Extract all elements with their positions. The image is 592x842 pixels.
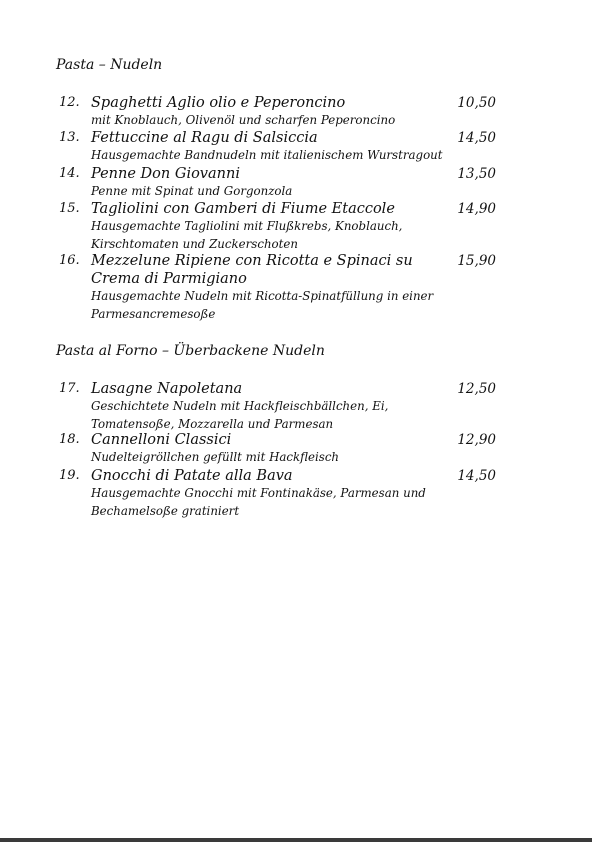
menu-item-12	[56, 94, 496, 130]
item-number: 12.	[59, 95, 80, 110]
section-title-pasta-al-forno: Pasta al Forno – Überbackene Nudeln	[56, 343, 325, 359]
item-price: 14,90	[457, 201, 496, 217]
item-description: Penne mit Spinat und Gorgonzola	[91, 184, 293, 198]
menu-item-13	[56, 129, 496, 165]
item-price: 12,90	[457, 432, 496, 448]
menu-item-14	[56, 165, 496, 201]
menu-item-17	[56, 380, 496, 433]
item-price: 14,50	[457, 130, 496, 146]
item-name: Fettuccine al Ragu di Salsiccia	[91, 130, 318, 146]
item-name: Lasagne Napoletana	[91, 381, 243, 397]
item-number: 15.	[59, 201, 80, 216]
item-description: Hausgemachte Tagliolini mit Flußkrebs, Knoblauch, Kirschtomaten und Zuckerschoten	[91, 219, 403, 251]
menu-item-15	[56, 200, 496, 253]
item-number: 14.	[59, 166, 80, 181]
item-number: 17.	[59, 381, 80, 396]
item-description: Hausgemachte Bandnudeln mit italienischem Wurstragout	[91, 148, 443, 162]
item-name: Spaghetti Aglio olio e Peperoncino	[91, 95, 346, 111]
item-name: Mezzelune Ripiene con Ricotta e Spinaci su Crema di Parmigiano	[91, 253, 413, 287]
item-description: Geschichtete Nudeln mit Hackfleischbällchen, Ei, Tomatensoße, Mozzarella und Parmesan	[91, 399, 389, 431]
item-price: 13,50	[457, 166, 496, 182]
item-description: Nudelteigröllchen gefüllt mit Hackfleisch	[91, 450, 340, 464]
item-number: 16.	[59, 253, 80, 268]
item-name: Tagliolini con Gamberi di Fiume Etaccole	[91, 201, 395, 217]
item-description: Hausgemachte Gnocchi mit Fontinakäse, Parmesan und Bechamelsoße gratiniert	[91, 486, 426, 518]
page-bottom-border	[0, 838, 592, 842]
item-price: 14,50	[457, 468, 496, 484]
item-number: 13.	[59, 130, 80, 145]
item-name: Gnocchi di Patate alla Bava	[91, 468, 293, 484]
item-price: 12,50	[457, 381, 496, 397]
item-price: 10,50	[457, 95, 496, 111]
menu-item-18	[56, 431, 496, 467]
menu-item-16	[56, 252, 496, 323]
item-name: Penne Don Giovanni	[91, 166, 240, 182]
item-description: Hausgemachte Nudeln mit Ricotta-Spinatfüllung in einer Parmesancremesoße	[91, 289, 434, 321]
section-title-pasta: Pasta – Nudeln	[56, 57, 163, 73]
item-description: mit Knoblauch, Olivenöl und scharfen Peperoncino	[91, 113, 396, 127]
item-number: 19.	[59, 468, 80, 483]
item-name: Cannelloni Classici	[91, 432, 232, 448]
item-price: 15,90	[457, 253, 496, 269]
menu-item-19	[56, 467, 496, 520]
item-number: 18.	[59, 432, 80, 447]
